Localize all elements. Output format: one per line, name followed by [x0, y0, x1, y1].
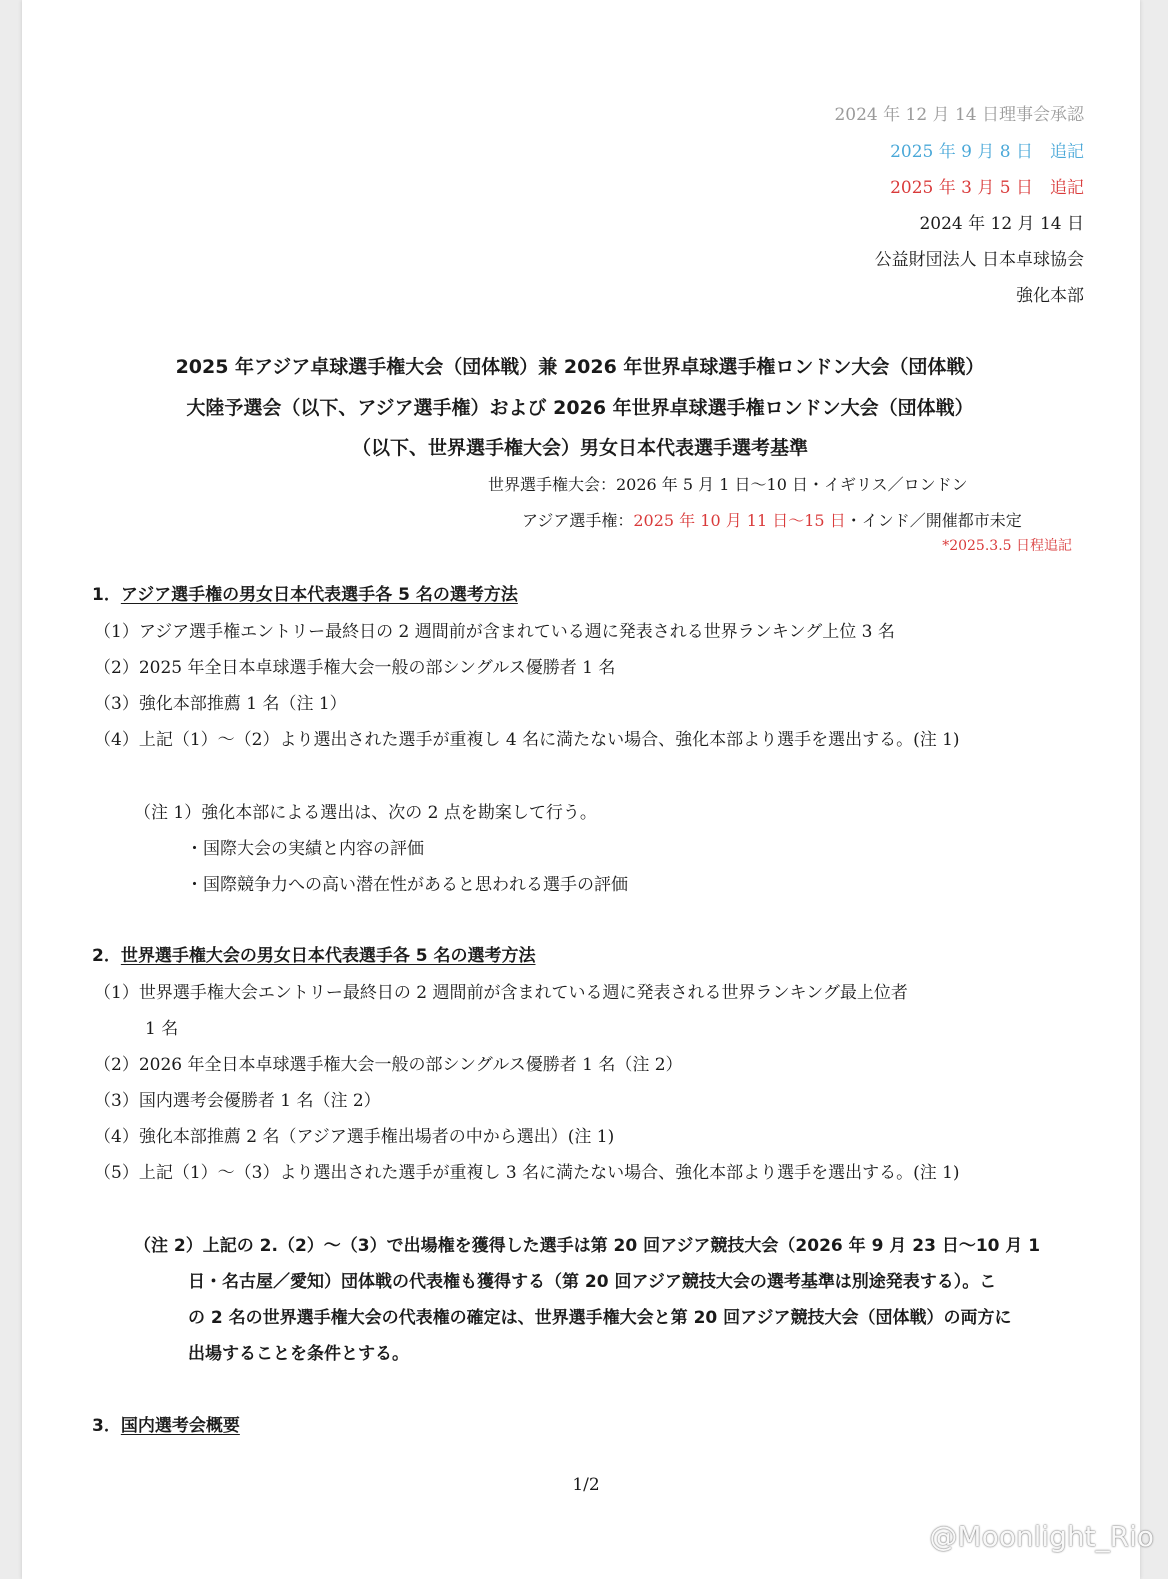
- section-1-item-3: （3）強化本部推薦 1 名（注 1）: [94, 694, 347, 714]
- section-2-item-1-cont: 1 名: [145, 1019, 179, 1039]
- note-2-line-3: の 2 名の世界選手権大会の代表権の確定は、世界選手権大会と第 20 回アジア競技大会（団体戦）の両方に: [188, 1308, 1012, 1328]
- note-1-bullet-2: ・国際競争力への高い潜在性があると思われる選手の評価: [186, 875, 628, 895]
- section-1-number: 1．: [92, 585, 121, 605]
- note-1-bullet-1: ・国際大会の実績と内容の評価: [186, 839, 424, 859]
- approval-date: 2024 年 12 月 14 日理事会承認: [834, 105, 1084, 125]
- asia-dates: 2025 年 10 月 11 日〜15 日: [633, 511, 846, 530]
- department: 強化本部: [1016, 286, 1084, 306]
- watermark: @Moonlight_Rio: [929, 1520, 1154, 1553]
- note-2-line-1: （注 2）上記の 2.（2）〜（3）で出場権を獲得した選手は第 20 回アジア競技大会（2026 年 9 月 23 日〜10 月 1: [134, 1236, 1041, 1256]
- section-3-number: 3．: [92, 1416, 121, 1436]
- section-2-item-3: （3）国内選考会優勝者 1 名（注 2）: [94, 1091, 381, 1111]
- section-3-title: 国内選考会概要: [120, 1416, 240, 1436]
- world-event-info: 世界選手権大会：2026 年 5 月 1 日〜10 日・イギリス／ロンドン: [488, 475, 968, 494]
- title-line-1: 2025 年アジア卓球選手権大会（団体戦）兼 2026 年世界卓球選手権ロンドン大会（団体戦）: [175, 356, 985, 378]
- note-2-line-2: 日・名古屋／愛知）団体戦の代表権も獲得する（第 20 回アジア競技大会の選考基準は別途発表する）。こ: [188, 1272, 997, 1292]
- asia-prefix: アジア選手権：: [522, 511, 634, 530]
- addendum-mar: 2025 年 3 月 5 日 追記: [890, 178, 1084, 198]
- section-1-item-4: （4）上記（1）〜（2）より選出された選手が重複し 4 名に満たない場合、強化本部より選手を選出する。(注 1): [94, 730, 960, 750]
- page-number: 1/2: [572, 1475, 600, 1495]
- section-1-item-2: （2）2025 年全日本卓球選手権大会一般の部シングルス優勝者 1 名: [94, 658, 616, 678]
- title-line-3: （以下、世界選手権大会）男女日本代表選手選考基準: [351, 437, 808, 459]
- section-2-title: 世界選手権大会の男女日本代表選手各 5 名の選考方法: [120, 946, 536, 966]
- title-line-2: 大陸予選会（以下、アジア選手権）および 2026 年世界卓球選手権ロンドン大会（団体戦）: [186, 397, 974, 419]
- section-3-heading: [92, 1411, 240, 1436]
- section-1-item-1: （1）アジア選手権エントリー最終日の 2 週間前が含まれている週に発表される世界ランキング上位 3 名: [94, 622, 895, 642]
- organization: 公益財団法人 日本卓球協会: [874, 250, 1084, 270]
- section-2-heading: [92, 941, 536, 966]
- section-2-item-4: （4）強化本部推薦 2 名（アジア選手権出場者の中から選出）(注 1): [94, 1127, 615, 1147]
- addendum-sep: 2025 年 9 月 8 日 追記: [890, 142, 1084, 162]
- section-1-heading: [92, 580, 518, 605]
- section-2-item-5: （5）上記（1）〜（3）より選出された選手が重複し 3 名に満たない場合、強化本部より選手を選出する。(注 1): [94, 1163, 960, 1183]
- note-2-line-4: 出場することを条件とする。: [188, 1344, 409, 1364]
- section-2-item-1: （1）世界選手権大会エントリー最終日の 2 週間前が含まれている週に発表される世界ランキング最上位者: [94, 983, 908, 1003]
- note-1-heading: （注 1）強化本部による選出は、次の 2 点を勘案して行う。: [134, 803, 597, 823]
- asia-suffix: ・インド／開催都市未定: [845, 511, 1022, 530]
- issue-date: 2024 年 12 月 14 日: [919, 214, 1084, 234]
- asia-date-note: *2025.3.5 日程追記: [942, 538, 1072, 554]
- section-2-number: 2．: [92, 946, 121, 966]
- section-1-title: アジア選手権の男女日本代表選手各 5 名の選考方法: [120, 585, 518, 605]
- section-2-item-2: （2）2026 年全日本卓球選手権大会一般の部シングルス優勝者 1 名（注 2）: [94, 1055, 683, 1075]
- asia-event-info: [522, 508, 1022, 531]
